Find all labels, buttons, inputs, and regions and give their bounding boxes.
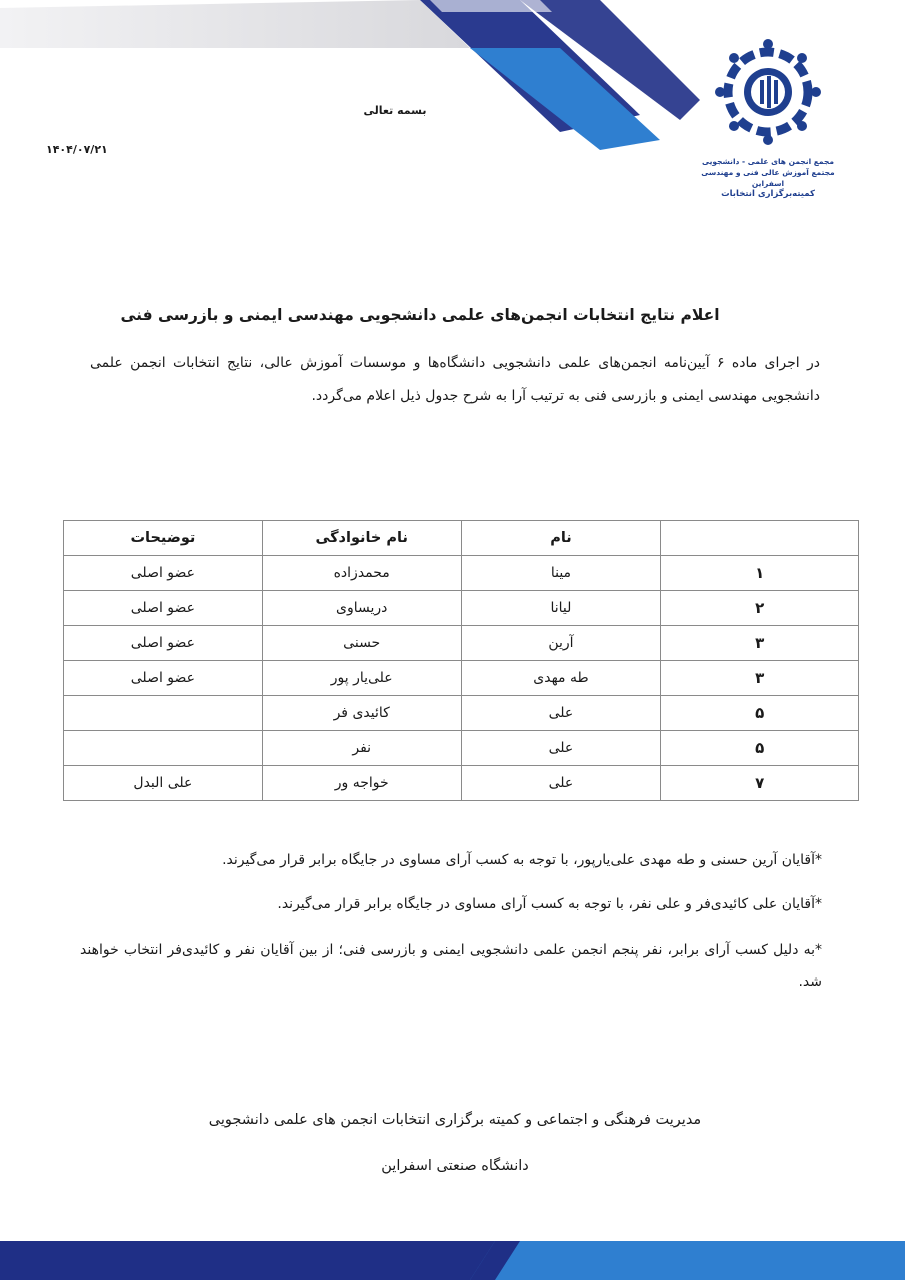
name-cell: علی	[461, 766, 661, 801]
name-cell: لیانا	[461, 591, 661, 626]
name-cell: طه مهدی	[461, 661, 661, 696]
table-row	[64, 696, 859, 731]
family-cell: علی‌یار پور	[262, 661, 461, 696]
desc-cell: عضو اصلی	[64, 626, 263, 661]
logo-caption	[688, 156, 848, 200]
rank-cell: ۳	[661, 661, 859, 696]
bismillah: بسمه تعالی	[363, 104, 427, 117]
name-cell: آرین	[461, 626, 661, 661]
desc-cell: عضو اصلی	[64, 591, 263, 626]
rank-cell: ۲	[661, 591, 859, 626]
letter-date: ۱۴۰۴/۰۷/۲۱	[46, 143, 108, 156]
note-item: *آقایان علی کائیدی‌فر و علی نفر، با توجه به کسب آرای مساوی در جایگاه برابر قرار می‌گیرند.	[277, 896, 822, 912]
rank-cell: ۵	[661, 731, 859, 766]
association-logo-icon	[712, 36, 824, 148]
desc-cell: عضو اصلی	[64, 556, 263, 591]
logo-caption-line: مجمع انجمن های علمی - دانشجویی	[701, 157, 834, 166]
note-item: *آقایان آرین حسنی و طه مهدی علی‌یارپور، با توجه به کسب آرای مساوی در جایگاه برابر قرار می‌گیرند.	[222, 852, 822, 868]
desc-cell	[64, 696, 263, 731]
rank-cell: ۱	[661, 556, 859, 591]
page-title: اعلام نتایج انتخابات انجمن‌های علمی دانشجویی مهندسی ایمنی و بازرسی فنی	[120, 306, 720, 324]
notes-section	[80, 846, 822, 1014]
rank-cell: ۷	[661, 766, 859, 801]
results-table	[63, 520, 859, 801]
logo-caption-line: کمیته‌برگزاری انتخابات	[721, 189, 815, 199]
table-row	[64, 661, 859, 696]
footer-university-name: دانشگاه صنعتی اسفراین	[381, 1158, 529, 1174]
rank-cell: ۳	[661, 626, 859, 661]
family-cell: نفر	[262, 731, 461, 766]
header-family: نام خانوادگی	[262, 521, 461, 556]
table-row	[64, 766, 859, 801]
family-cell: خواجه ور	[262, 766, 461, 801]
footer-signature-office: مدیریت فرهنگی و اجتماعی و کمیته برگزاری انتخابات انجمن های علمی دانشجویی	[208, 1112, 702, 1128]
family-cell: حسنی	[262, 626, 461, 661]
name-cell: علی	[461, 731, 661, 766]
desc-cell: علی البدل	[64, 766, 263, 801]
table-row	[64, 626, 859, 661]
family-cell: کائیدی فر	[262, 696, 461, 731]
note-item: *به دلیل کسب آرای برابر، نفر پنجم انجمن علمی دانشجویی ایمنی و بازرسی فنی؛ از بین آقایان نفر و کائیدی‌فر انتخاب خواهند شد.	[80, 942, 822, 990]
footer-band	[0, 1241, 905, 1280]
name-cell: علی	[461, 696, 661, 731]
intro-paragraph: در اجرای ماده ۶ آیین‌نامه انجمن‌های علمی دانشجویی دانشگاه‌ها و موسسات آموزش عالی، نتایج انتخابات انجمن علمی دانشجویی مهندسی ایمنی و بازرسی فنی به ترتیب آرا به شرح جدول ذیل اعلام می‌گردد.	[90, 355, 820, 404]
desc-cell: عضو اصلی	[64, 661, 263, 696]
table-row	[64, 731, 859, 766]
desc-cell	[64, 731, 263, 766]
family-cell: دریساوی	[262, 591, 461, 626]
table-row	[64, 591, 859, 626]
family-cell: محمدزاده	[262, 556, 461, 591]
header-rank	[661, 521, 859, 556]
table-header-row	[64, 521, 859, 556]
logo-caption-line: مجتمع آموزش عالی فنی و مهندسی اسفراین	[701, 168, 835, 188]
header-desc: توضیحات	[64, 521, 263, 556]
header-name: نام	[461, 521, 661, 556]
rank-cell: ۵	[661, 696, 859, 731]
name-cell: مینا	[461, 556, 661, 591]
table-row	[64, 556, 859, 591]
